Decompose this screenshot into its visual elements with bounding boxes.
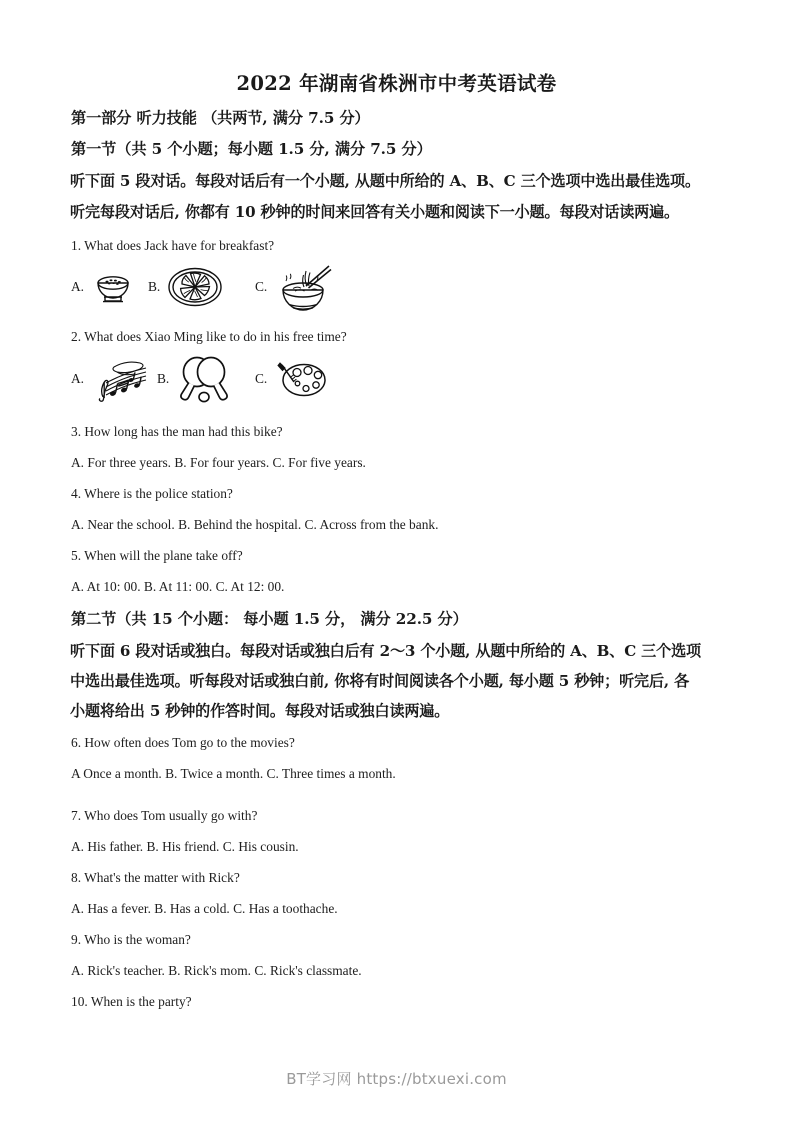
section-two-instruction-line-1: 听下面 6 段对话或独白。每段对话或独白后有 2～3 个小题, 从题中所给的 A、B、C 三个选项 (70, 642, 701, 660)
option-label: C. (255, 371, 268, 386)
question-1-option-c[interactable] (255, 256, 335, 318)
question-2-option-a[interactable] (71, 348, 154, 410)
section-one-heading: 第一节（共 5 个小题；每小题 1.5 分, 满分 7.5 分） (71, 140, 432, 158)
question-6-stem: 6. How often does Tom go to the movies? (71, 735, 295, 750)
page-title: 2022 年湖南省株洲市中考英语试卷 (236, 72, 557, 95)
option-label: A. (71, 371, 85, 386)
section-two-instruction-line-3: 小题将给出 5 秒钟的作答时间。每段对话或独白读两遍。 (70, 702, 450, 720)
question-5-stem: 5. When will the plane take off? (71, 548, 243, 563)
section-one-instruction-line-2: 听完每段对话后, 你都有 10 秒钟的时间来回答有关小题和阅读下一小题。每段对话读两遍。 (70, 203, 679, 221)
question-4-stem: 4. Where is the police station? (71, 486, 233, 501)
question-1-options (71, 256, 371, 318)
question-1-option-a[interactable] (71, 256, 136, 318)
option-label: C. (255, 279, 268, 294)
footer-watermark: BT学习网 https://btxuexi.com (286, 1070, 507, 1088)
question-10-stem: 10. When is the party? (71, 994, 192, 1009)
question-9-stem: 9. Who is the woman? (71, 932, 191, 947)
question-5-options: A. At 10: 00. B. At 11: 00. C. At 12: 00. (71, 579, 285, 594)
question-7-options: A. His father. B. His friend. C. His cousin. (71, 839, 299, 854)
music-notes-icon (90, 353, 154, 405)
question-2-options (71, 348, 381, 410)
rice-bowl-icon (90, 264, 136, 310)
paint-palette-icon (273, 355, 329, 403)
question-1-stem: 1. What does Jack have for breakfast? (71, 238, 275, 253)
dumpling-plate-icon (166, 262, 224, 312)
question-8-options: A. Has a fever. B. Has a cold. C. Has a toothache. (71, 901, 338, 916)
question-8-stem: 8. What's the matter with Rick? (71, 870, 240, 885)
question-7-stem: 7. Who does Tom usually go with? (71, 808, 258, 823)
question-6-options: A Once a month. B. Twice a month. C. Three times a month. (71, 766, 396, 781)
option-label: B. (157, 371, 170, 386)
option-label: B. (148, 279, 161, 294)
part-one-heading: 第一部分 听力技能 （共两节, 满分 7.5 分） (71, 109, 370, 127)
section-two-heading: 第二节（共 15 个小题： 每小题 1.5 分， 满分 22.5 分） (71, 610, 468, 628)
question-2-option-c[interactable] (255, 348, 329, 410)
question-3-stem: 3. How long has the man had this bike? (71, 424, 283, 439)
question-2-stem: 2. What does Xiao Ming like to do in his free time? (71, 329, 347, 344)
option-label: A. (71, 279, 85, 294)
section-one-instruction-line-1: 听下面 5 段对话。每段对话后有一个小题, 从题中所给的 A、B、C 三个选项中选出最佳选项。 (70, 172, 700, 190)
ping-pong-paddles-icon (175, 352, 233, 406)
section-two-instruction-line-2: 中选出最佳选项。听每段对话或独白前, 你将有时间阅读各个小题, 每小题 5 秒钟；听完后, 各 (70, 672, 690, 690)
question-1-option-b[interactable] (148, 256, 224, 318)
question-9-options: A. Rick's teacher. B. Rick's mom. C. Rick's classmate. (71, 963, 362, 978)
question-4-options: A. Near the school. B. Behind the hospital. C. Across from the bank. (71, 517, 439, 532)
question-3-options: A. For three years. B. For four years. C. For five years. (71, 455, 366, 470)
question-2-option-b[interactable] (157, 348, 233, 410)
noodle-bowl-icon (273, 259, 335, 315)
